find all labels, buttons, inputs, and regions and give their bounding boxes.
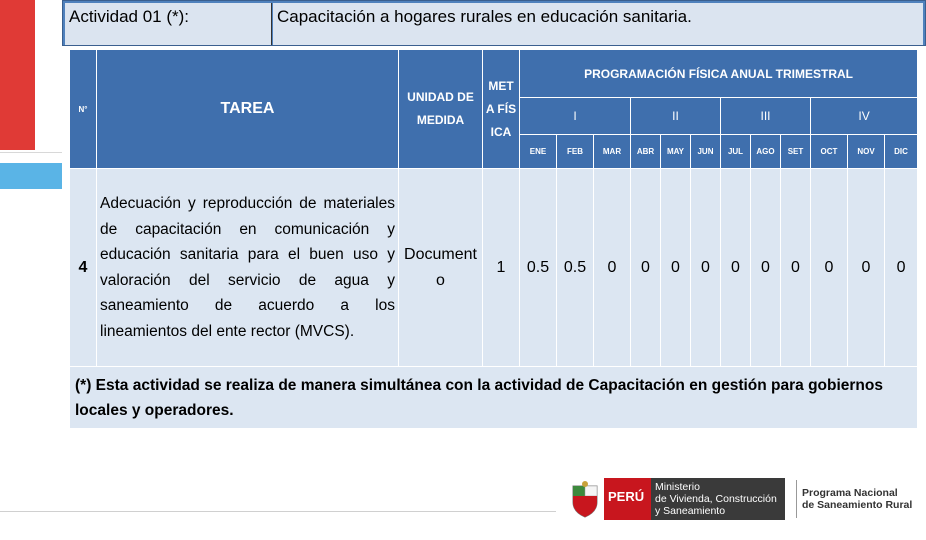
header-num: N° — [70, 50, 97, 169]
row-month-value: 0 — [594, 169, 631, 367]
activity-header — [62, 0, 926, 46]
header-month: ABR — [631, 135, 661, 169]
programming-table — [69, 49, 918, 429]
header-quarter-2: II — [631, 98, 721, 135]
header-meta: META FÍSICA — [483, 50, 520, 169]
ministry-line: Ministerio — [655, 481, 700, 493]
header-month: JUL — [721, 135, 751, 169]
coat-of-arms-icon — [570, 480, 600, 518]
ministry-block — [651, 478, 785, 520]
activity-title: Capacitación a hogares rurales en educación sanitaria. — [273, 3, 923, 45]
row-month-value: 0 — [811, 169, 848, 367]
row-month-value: 0 — [661, 169, 691, 367]
ministry-line: de Vivienda, Construcción — [655, 493, 777, 505]
table-row — [70, 169, 918, 367]
header-quarter-1: I — [520, 98, 631, 135]
row-month-value: 0 — [721, 169, 751, 367]
footnote: (*) Esta actividad se realiza de manera simultánea con la actividad de Capacitación en gestión para gobiernos locales y operadores. — [70, 367, 918, 429]
header-month: NOV — [848, 135, 885, 169]
peru-label: PERÚ — [608, 489, 645, 504]
row-month-value: 0 — [751, 169, 781, 367]
header-month: OCT — [811, 135, 848, 169]
header-month: ENE — [520, 135, 557, 169]
header-month: SET — [781, 135, 811, 169]
header-month: FEB — [557, 135, 594, 169]
row-unit: Documento — [399, 169, 483, 367]
ministry-line: y Saneamiento — [655, 505, 726, 517]
header-month: DIC — [885, 135, 918, 169]
row-month-value: 0 — [691, 169, 721, 367]
program-line: Programa Nacional — [802, 487, 898, 499]
row-month-value: 0 — [885, 169, 918, 367]
header-month: AGO — [751, 135, 781, 169]
activity-label: Actividad 01 (*): — [65, 3, 272, 45]
row-meta: 1 — [483, 169, 520, 367]
red-accent-bar — [0, 0, 35, 150]
row-num: 4 — [70, 169, 97, 367]
program-line: de Saneamiento Rural — [802, 499, 913, 511]
row-month-value: 0 — [781, 169, 811, 367]
blue-accent-bar — [0, 163, 62, 189]
program-name — [802, 487, 912, 511]
header-month: MAY — [661, 135, 691, 169]
row-month-value: 0.5 — [557, 169, 594, 367]
row-task: Adecuación y reproducción de materiales de capacitación en comunicación y educación sanitaria para el buen uso y valoración del servicio de agua y saneamiento de acuerdo a los lineamientos del ente rector (MVCS). — [97, 169, 399, 367]
header-programming: PROGRAMACIÓN FÍSICA ANUAL TRIMESTRAL — [520, 50, 918, 98]
header-month: MAR — [594, 135, 631, 169]
row-month-value: 0 — [631, 169, 661, 367]
header-quarter-3: III — [721, 98, 811, 135]
header-month: JUN — [691, 135, 721, 169]
row-month-value: 0.5 — [520, 169, 557, 367]
row-month-value: 0 — [848, 169, 885, 367]
government-logo — [566, 474, 916, 524]
header-quarter-4: IV — [811, 98, 918, 135]
divider — [0, 152, 62, 153]
footer-divider — [0, 511, 556, 512]
logo-separator — [796, 480, 797, 518]
header-task: TAREA — [97, 50, 399, 169]
header-unit: UNIDAD DE MEDIDA — [399, 50, 483, 169]
